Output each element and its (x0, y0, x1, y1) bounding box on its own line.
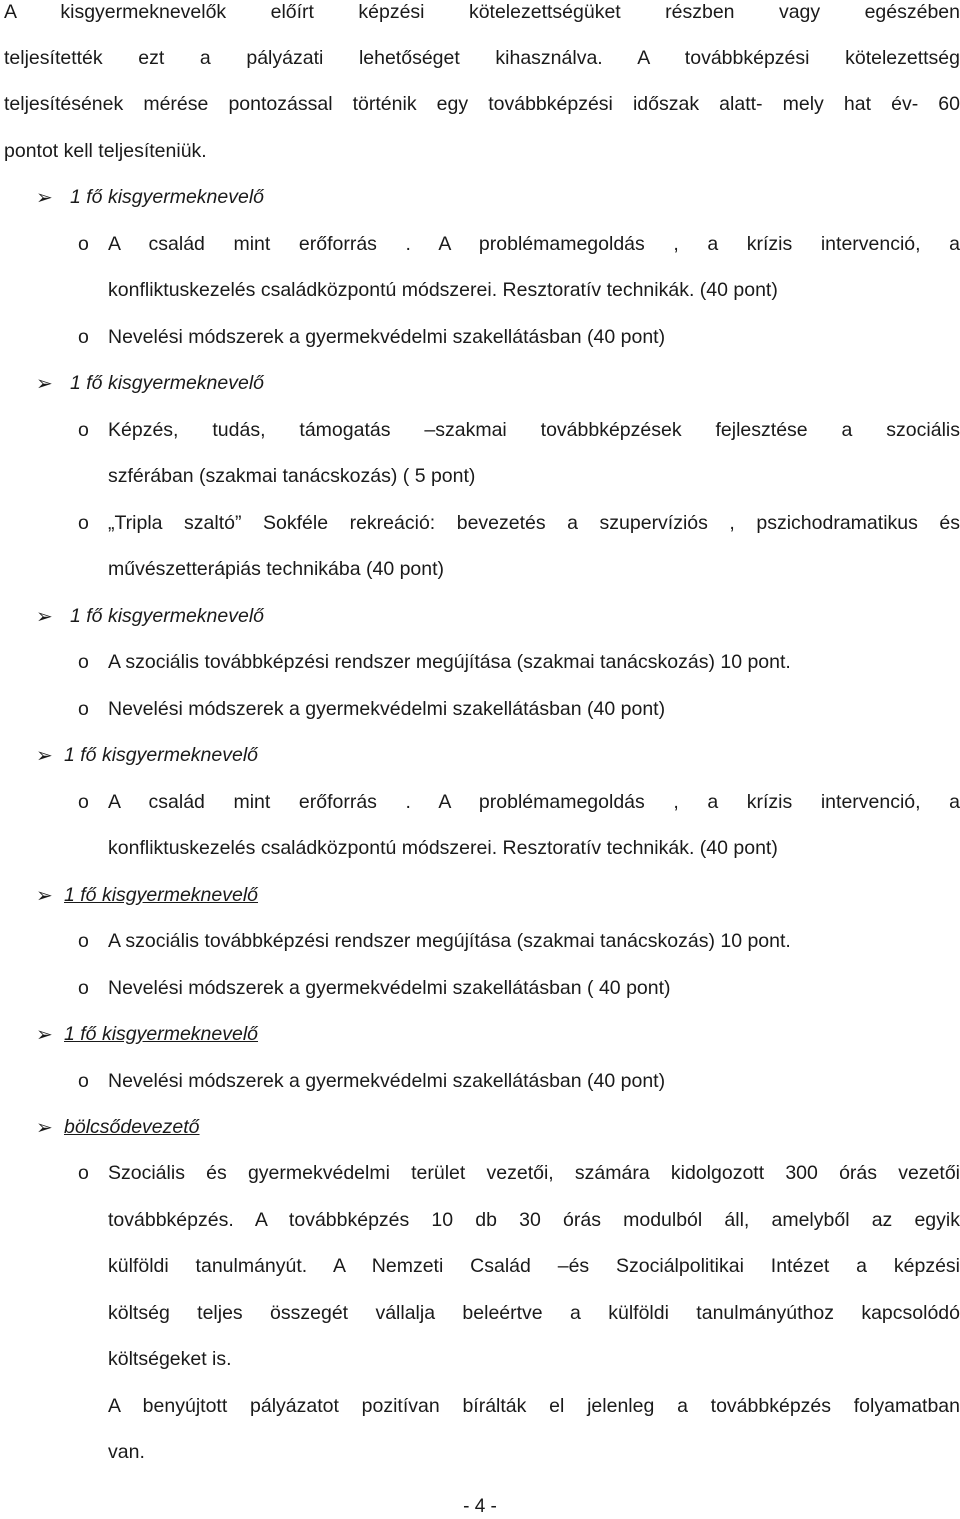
arrow-bullet-icon: ➢ (36, 185, 53, 209)
section-item-line: Nevelési módszerek a gyermekvédelmi szakellátásban (40 pont) (108, 698, 666, 720)
circle-bullet-icon: o (78, 1162, 89, 1184)
circle-bullet-icon: o (78, 233, 89, 255)
circle-bullet-icon: o (78, 930, 89, 952)
circle-bullet-icon: o (78, 977, 89, 999)
section-item-line: „Tripla szaltó” Sokféle rekreáció: bevezetés a szupervíziós , pszichodramatikus és (108, 512, 960, 534)
section-item-line: költségeket is. (108, 1348, 232, 1370)
intro-line-3: teljesítésének mérése pontozással történik egy továbbképzési időszak alatt- mely hat év- 60 (4, 93, 960, 115)
arrow-bullet-icon: ➢ (36, 1022, 53, 1046)
section-item-line: Képzés, tudás, támogatás –szakmai továbbképzések fejlesztése a szociális (108, 419, 960, 441)
arrow-bullet-icon: ➢ (36, 604, 53, 628)
arrow-bullet-icon: ➢ (36, 743, 53, 767)
section-item-line: Szociális és gyermekvédelmi terület vezetői, számára kidolgozott 300 órás vezetői (108, 1162, 960, 1184)
section-item-line: Nevelési módszerek a gyermekvédelmi szakellátásban (40 pont) (108, 326, 666, 348)
section-heading: 1 fő kisgyermeknevelő (70, 372, 265, 394)
circle-bullet-icon: o (78, 651, 89, 673)
section-item-line: A család mint erőforrás . A problémamegoldás , a krízis intervenció, a (108, 233, 960, 255)
circle-bullet-icon: o (78, 419, 89, 441)
section-heading: 1 fő kisgyermeknevelő (64, 744, 259, 766)
section-item-line: A szociális továbbképzési rendszer megújítása (szakmai tanácskozás) 10 pont. (108, 651, 791, 673)
arrow-bullet-icon: ➢ (36, 883, 53, 907)
section-item-line: konfliktuskezelés családközpontú módszerei. Resztoratív technikák. (40 pont) (108, 837, 778, 859)
intro-line-4: pontot kell teljesíteniük. (4, 140, 207, 162)
section-heading: 1 fő kisgyermeknevelő (70, 186, 265, 208)
section-heading: 1 fő kisgyermeknevelő (64, 1023, 259, 1045)
section-heading: bölcsődevezető (64, 1116, 200, 1138)
intro-line-1: A kisgyermeknevelők előírt képzési kötelezettségüket részben vagy egészében (4, 1, 960, 23)
closing-line-1: A benyújtott pályázatot pozitívan bírálták el jelenleg a továbbképzés folyamatban (108, 1395, 960, 1417)
section-item-line: továbbképzés. A továbbképzés 10 db 30 órás modulból áll, amelyből az egyik (108, 1209, 960, 1231)
section-item-line: konfliktuskezelés családközpontú módszerei. Resztoratív technikák. (40 pont) (108, 279, 778, 301)
section-item-line: A család mint erőforrás . A problémamegoldás , a krízis intervenció, a (108, 791, 960, 813)
section-item-line: A szociális továbbképzési rendszer megújítása (szakmai tanácskozás) 10 pont. (108, 930, 791, 952)
page-number: - 4 - (463, 1496, 497, 1517)
section-item-line: szférában (szakmai tanácskozás) ( 5 pont) (108, 465, 476, 487)
section-item-line: Nevelési módszerek a gyermekvédelmi szakellátásban (40 pont) (108, 1070, 666, 1092)
arrow-bullet-icon: ➢ (36, 371, 53, 395)
circle-bullet-icon: o (78, 1070, 89, 1092)
circle-bullet-icon: o (78, 326, 89, 348)
intro-line-2: teljesítették ezt a pályázati lehetőséget kihasználva. A továbbképzési kötelezettség (4, 47, 960, 69)
section-item-line: költség teljes összegét vállalja beleértve a külföldi tanulmányúthoz kapcsolódó (108, 1302, 960, 1324)
circle-bullet-icon: o (78, 698, 89, 720)
arrow-bullet-icon: ➢ (36, 1115, 53, 1139)
section-heading: 1 fő kisgyermeknevelő (64, 884, 259, 906)
section-item-line: művészetterápiás technikába (40 pont) (108, 558, 445, 580)
circle-bullet-icon: o (78, 512, 89, 534)
circle-bullet-icon: o (78, 791, 89, 813)
section-heading: 1 fő kisgyermeknevelő (70, 605, 265, 627)
section-item-line: külföldi tanulmányút. A Nemzeti Család –és Szociálpolitikai Intézet a képzési (108, 1255, 960, 1277)
closing-line-2: van. (108, 1441, 145, 1463)
section-item-line: Nevelési módszerek a gyermekvédelmi szakellátásban ( 40 pont) (108, 977, 671, 999)
